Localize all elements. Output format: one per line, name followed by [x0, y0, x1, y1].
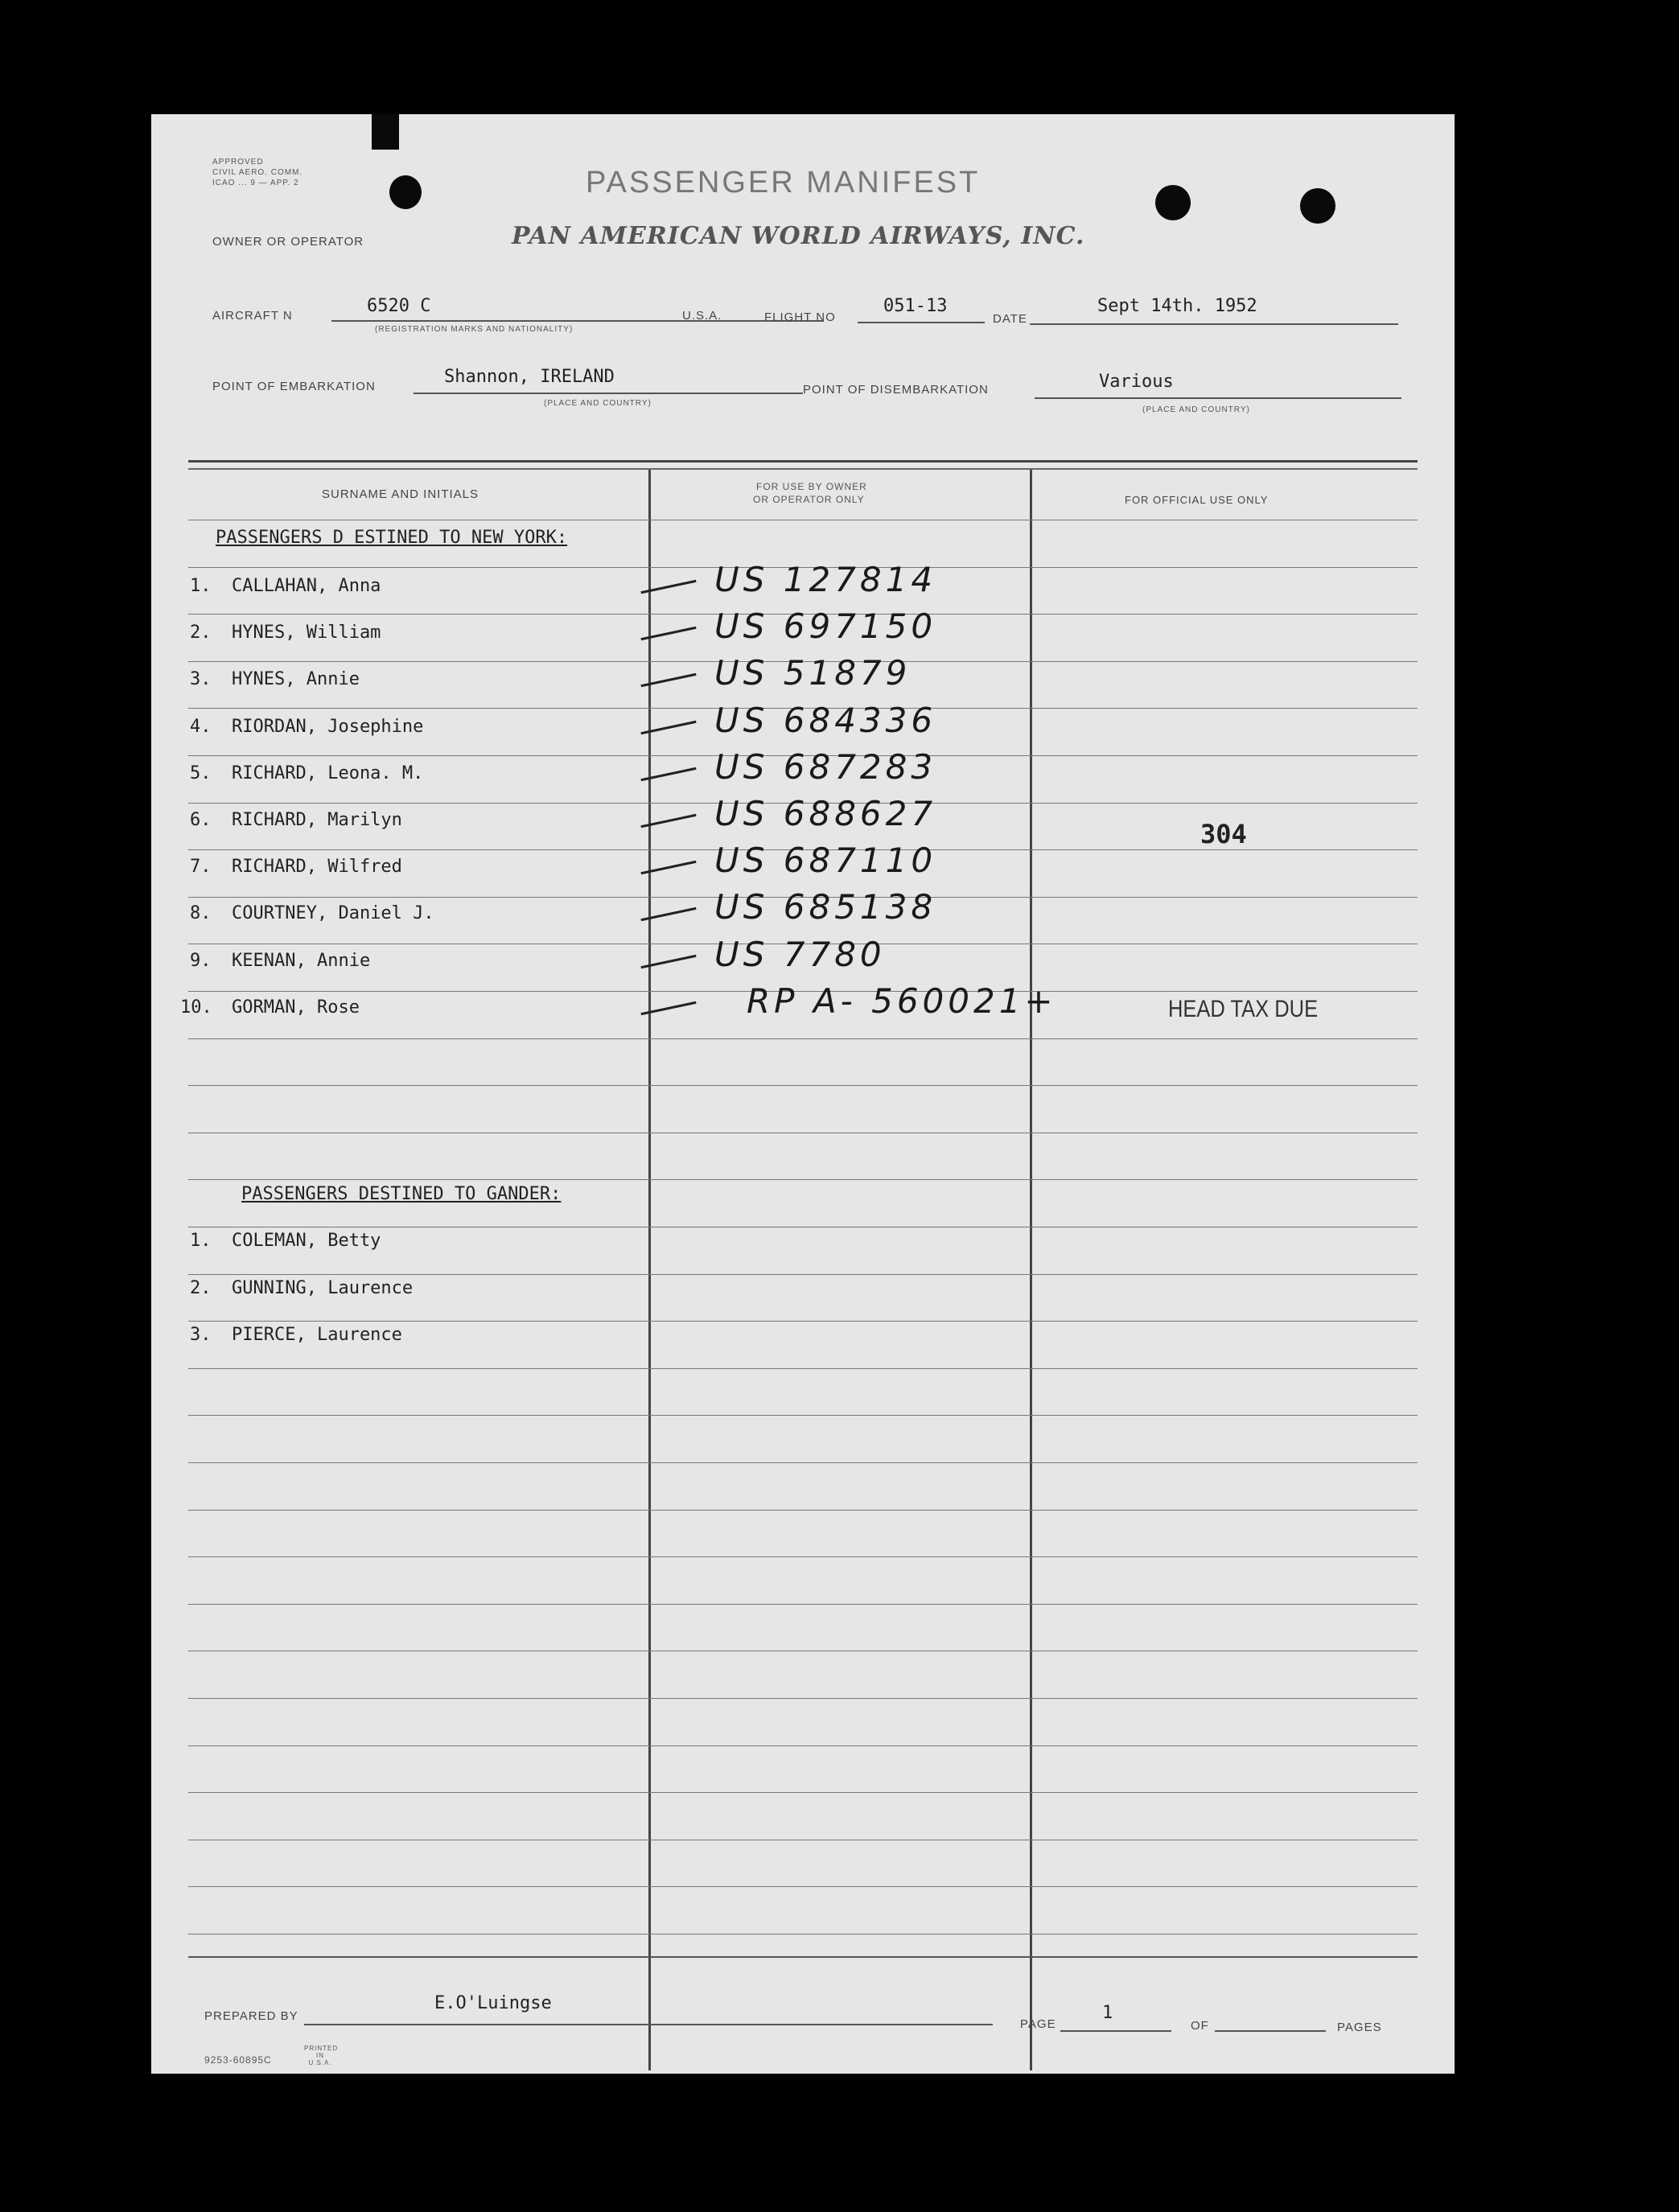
passenger-number: 6.: [190, 810, 212, 830]
passenger-name: PIERCE, Laurence: [232, 1325, 402, 1345]
column-header-owner-2: OR OPERATOR ONLY: [753, 494, 865, 505]
passport-number: US 687110: [714, 841, 937, 881]
punch-hole-right-1: [1155, 185, 1191, 220]
table-rule: [188, 1179, 1418, 1180]
passenger-number: 2.: [190, 1277, 212, 1298]
flight-underline: [858, 322, 985, 323]
table-rule: [188, 1038, 1418, 1039]
aircraft-value: 6520 C: [367, 296, 431, 316]
manifest-sheet: [151, 114, 1455, 2074]
column-header-names: SURNAME AND INITIALS: [322, 487, 479, 501]
page-title: PASSENGER MANIFEST: [586, 166, 981, 199]
column-header-official: FOR OFFICIAL USE ONLY: [1125, 494, 1269, 506]
form-number: 9253-60895C: [204, 2054, 272, 2066]
approval-line-3: ICAO ... 9 — APP. 2: [212, 179, 299, 187]
date-value: Sept 14th. 1952: [1097, 296, 1257, 316]
disembark-sublabel: (PLACE AND COUNTRY): [1142, 405, 1250, 414]
prepared-underline: [304, 2024, 993, 2025]
date-underline: [1030, 323, 1398, 325]
aircraft-sublabel: (REGISTRATION MARKS AND NATIONALITY): [375, 325, 574, 334]
passport-number: RP A- 560021+: [747, 981, 1057, 1021]
passport-number: US 51879: [714, 653, 912, 693]
passport-number: US 688627: [714, 794, 937, 833]
disembark-underline: [1035, 397, 1401, 399]
table-rule: [188, 1368, 1418, 1369]
table-rule: [188, 1415, 1418, 1416]
passenger-name: GUNNING, Laurence: [232, 1277, 414, 1298]
passenger-name: COLEMAN, Betty: [232, 1231, 381, 1251]
passenger-name: RIORDAN, Josephine: [232, 716, 424, 737]
official-number: 304: [1200, 819, 1247, 849]
table-rule: [188, 1321, 1418, 1322]
passenger-number: 4.: [190, 716, 212, 737]
table-top-rule: [188, 460, 1418, 463]
table-rule: [188, 1510, 1418, 1511]
passport-number: US 684336: [714, 700, 937, 740]
disembark-value: Various: [1099, 372, 1174, 392]
passport-number: US 127814: [714, 560, 937, 599]
usa-label: U.S.A.: [682, 309, 722, 323]
passenger-name: RICHARD, Wilfred: [232, 857, 402, 878]
passport-number: US 697150: [714, 606, 937, 647]
aircraft-underline: [331, 320, 824, 322]
passenger-name: COURTNEY, Daniel J.: [232, 903, 434, 924]
approval-line-1: APPROVED: [212, 158, 264, 167]
tape-mark: [372, 114, 399, 150]
flight-label: FLIGHT NO: [764, 310, 836, 324]
passenger-name: GORMAN, Rose: [232, 997, 360, 1018]
table-rule: [188, 1698, 1418, 1699]
table-rule: [188, 1604, 1418, 1605]
table-rule: [188, 1556, 1418, 1557]
column-divider-1: [648, 470, 651, 2070]
passport-number: US 685138: [714, 887, 937, 927]
passenger-name: CALLAHAN, Anna: [232, 576, 381, 596]
table-rule: [188, 1745, 1418, 1746]
passenger-name: RICHARD, Marilyn: [232, 810, 402, 830]
table-rule: [188, 1886, 1418, 1887]
embark-underline: [414, 393, 803, 394]
column-header-owner-1: FOR USE BY OWNER: [756, 481, 867, 492]
table-top-rule-2: [188, 468, 1418, 470]
section-heading-gander: PASSENGERS DESTINED TO GANDER:: [241, 1184, 562, 1204]
prepared-value: E.O'Luingse: [434, 1993, 552, 2013]
of-label: OF: [1191, 2019, 1209, 2033]
passenger-number: 8.: [190, 903, 212, 924]
passenger-number: 3.: [190, 669, 212, 690]
page-underline: [1060, 2030, 1171, 2032]
punch-hole-right-2: [1300, 188, 1335, 224]
passenger-number: 10.: [180, 997, 212, 1018]
pages-label: PAGES: [1337, 2021, 1382, 2034]
printed-in-usa: PRINTED IN U.S.A.: [304, 2045, 339, 2066]
owner-name: PAN AMERICAN WORLD AIRWAYS, INC.: [512, 222, 1085, 250]
page-value: 1: [1102, 2003, 1113, 2023]
embark-label: POINT OF EMBARKATION: [212, 380, 376, 393]
passenger-number: 9.: [190, 950, 212, 971]
passenger-name: HYNES, William: [232, 623, 381, 643]
passport-number: US 687283: [714, 746, 937, 787]
column-divider-2: [1030, 470, 1032, 2070]
footer-rule: [188, 1956, 1418, 1958]
disembark-label: POINT OF DISEMBARKATION: [803, 383, 989, 397]
page-label: PAGE: [1020, 2017, 1056, 2031]
of-underline: [1215, 2030, 1326, 2032]
aircraft-label: AIRCRAFT N: [212, 309, 293, 323]
table-rule: [188, 1462, 1418, 1463]
passenger-number: 1.: [190, 1231, 212, 1251]
passenger-number: 1.: [190, 576, 212, 596]
table-rule: [188, 1085, 1418, 1086]
owner-label: OWNER OR OPERATOR: [212, 235, 364, 249]
date-label: DATE: [993, 312, 1027, 326]
embark-value: Shannon, IRELAND: [444, 367, 615, 387]
passenger-number: 5.: [190, 763, 212, 783]
approval-line-2: CIVIL AERO. COMM.: [212, 168, 303, 177]
passenger-name: RICHARD, Leona. M.: [232, 763, 424, 783]
passport-number: US 7780: [714, 934, 886, 974]
passenger-number: 7.: [190, 857, 212, 878]
flight-value: 051-13: [883, 296, 948, 316]
embark-sublabel: (PLACE AND COUNTRY): [544, 399, 652, 408]
punch-hole-left: [389, 175, 422, 209]
passenger-name: HYNES, Annie: [232, 669, 360, 690]
passenger-number: 2.: [190, 623, 212, 643]
passenger-name: KEENAN, Annie: [232, 950, 371, 971]
passenger-number: 3.: [190, 1325, 212, 1345]
table-rule: [188, 1792, 1418, 1793]
head-tax-stamp: HEAD TAX DUE: [1168, 996, 1319, 1022]
prepared-label: PREPARED BY: [204, 2009, 298, 2023]
table-rule: [188, 1274, 1418, 1275]
section-heading-new-york: PASSENGERS D ESTINED TO NEW YORK:: [216, 528, 568, 548]
